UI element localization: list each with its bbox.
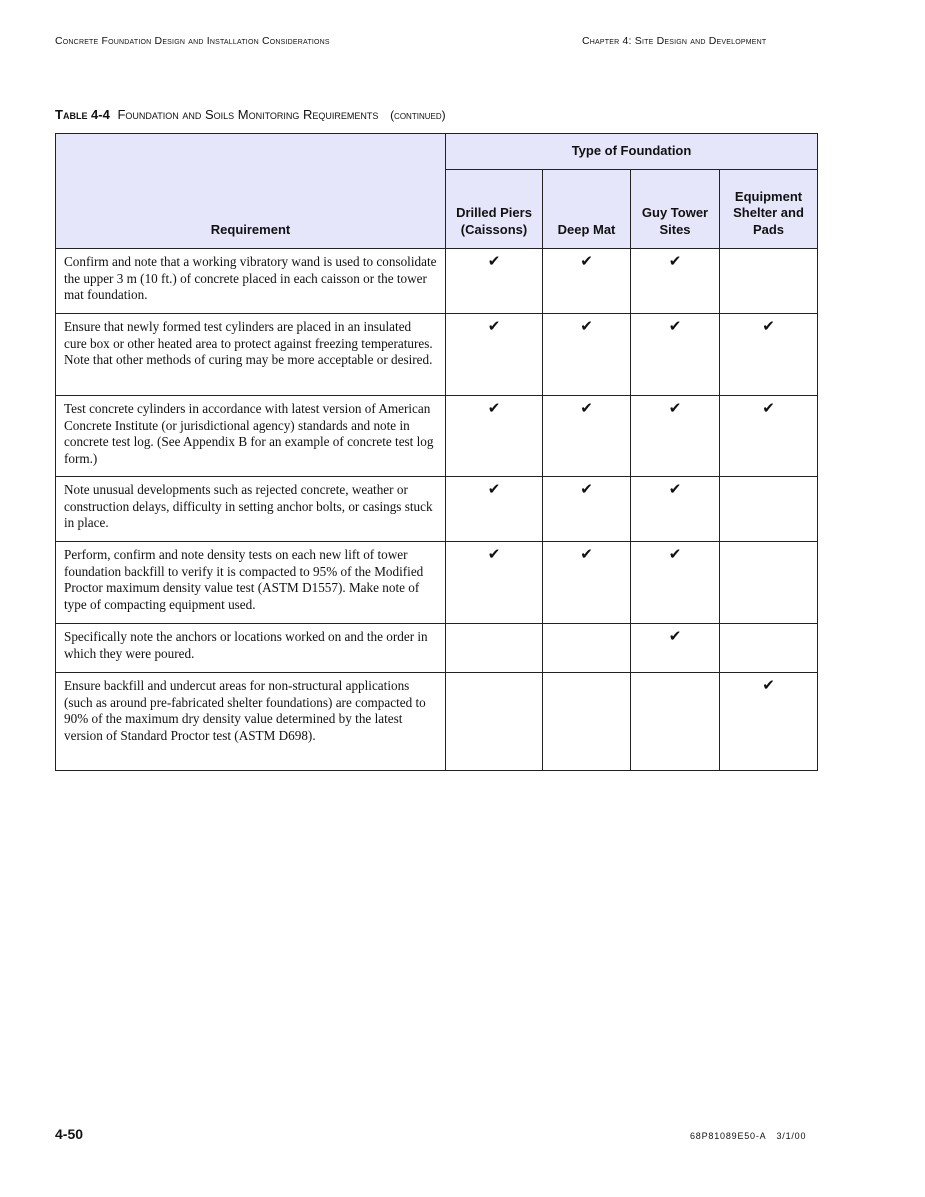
requirement-text: Confirm and note that a working vibratory wand is used to consolidate the upper 3 m (10 ft.) of concrete placed in each caisson or the tower mat foundation. (56, 249, 446, 314)
check-mark-cell (720, 249, 818, 314)
check-mark-cell: ✔ (720, 673, 818, 771)
table-row (56, 624, 818, 673)
check-mark-cell: ✔ (631, 314, 720, 396)
table-continued-label: (continued) (390, 108, 446, 122)
table-row (56, 396, 818, 477)
check-mark-cell (720, 542, 818, 624)
check-mark-cell: ✔ (631, 396, 720, 477)
check-mark-cell: ✔ (446, 249, 543, 314)
requirement-text: Perform, confirm and note density tests on each new lift of tower foundation backfill to verify it is compacted to 95% of the Modified Proctor maximum density value test (ASTM D1557). Make note of type of compacting equipment used. (56, 542, 446, 624)
requirement-text: Ensure that newly formed test cylinders are placed in an insulated cure box or other heated area to protect against freezing temperatures. Note that other methods of curing may be more acceptable or desired. (56, 314, 446, 396)
page-number: 4-50 (55, 1126, 84, 1142)
requirement-text: Specifically note the anchors or locations worked on and the order in which they were poured. (56, 624, 446, 673)
check-mark-cell: ✔ (446, 477, 543, 542)
table-title: Foundation and Soils Monitoring Requirements (117, 107, 379, 122)
table-row (56, 249, 818, 314)
running-header-left: Concrete Foundation Design and Installation Considerations (55, 35, 330, 47)
check-mark-cell (543, 624, 631, 673)
check-mark-cell: ✔ (631, 624, 720, 673)
check-mark-cell: ✔ (543, 542, 631, 624)
table-number: Table 4-4 (55, 107, 110, 122)
check-mark-cell: ✔ (631, 477, 720, 542)
check-mark-cell: ✔ (446, 542, 543, 624)
check-mark-cell: ✔ (631, 542, 720, 624)
check-mark-cell (720, 624, 818, 673)
document-number: 68P81089E50-A (690, 1131, 767, 1141)
document-date: 3/1/00 (776, 1131, 807, 1141)
check-mark-cell: ✔ (631, 249, 720, 314)
check-mark-cell: ✔ (543, 314, 631, 396)
check-mark-cell (631, 673, 720, 771)
monitoring-requirements-table (55, 133, 818, 771)
running-header-right: Chapter 4: Site Design and Development (582, 35, 767, 47)
check-mark-cell: ✔ (543, 249, 631, 314)
check-mark-cell (720, 477, 818, 542)
table-row (56, 314, 818, 396)
check-mark-cell: ✔ (446, 396, 543, 477)
table-row (56, 542, 818, 624)
check-mark-cell (446, 673, 543, 771)
requirement-column-header: Requirement (56, 134, 446, 249)
requirement-text: Test concrete cylinders in accordance with latest version of American Concrete Institute (or jurisdictional agency) standards and note in concrete test log. (See Appendix B for an example of concrete test log form.) (56, 396, 446, 477)
requirement-text: Note unusual developments such as rejected concrete, weather or construction delays, difficulty in setting anchor bolts, or casings stuck in place. (56, 477, 446, 542)
check-mark-cell: ✔ (720, 396, 818, 477)
requirement-text: Ensure backfill and undercut areas for non-structural applications (such as around pre-fabricated shelter foundations) are compacted to 90% of the maximum dry density value determined by the latest version of Standard Proctor test (ASTM D698). (56, 673, 446, 771)
table-caption (55, 107, 446, 122)
check-mark-cell (543, 673, 631, 771)
table-row (56, 477, 818, 542)
column-header-guy-tower-sites: Guy Tower Sites (631, 170, 720, 249)
check-mark-cell: ✔ (543, 396, 631, 477)
column-header-equipment-shelter: Equipment Shelter and Pads (720, 170, 818, 249)
column-header-drilled-piers: Drilled Piers (Caissons) (446, 170, 543, 249)
column-header-deep-mat: Deep Mat (543, 170, 631, 249)
check-mark-cell: ✔ (446, 314, 543, 396)
table-row (56, 673, 818, 771)
check-mark-cell: ✔ (720, 314, 818, 396)
check-mark-cell: ✔ (543, 477, 631, 542)
foundation-type-group-header: Type of Foundation (446, 134, 818, 170)
check-mark-cell (446, 624, 543, 673)
document-id (690, 1131, 806, 1141)
